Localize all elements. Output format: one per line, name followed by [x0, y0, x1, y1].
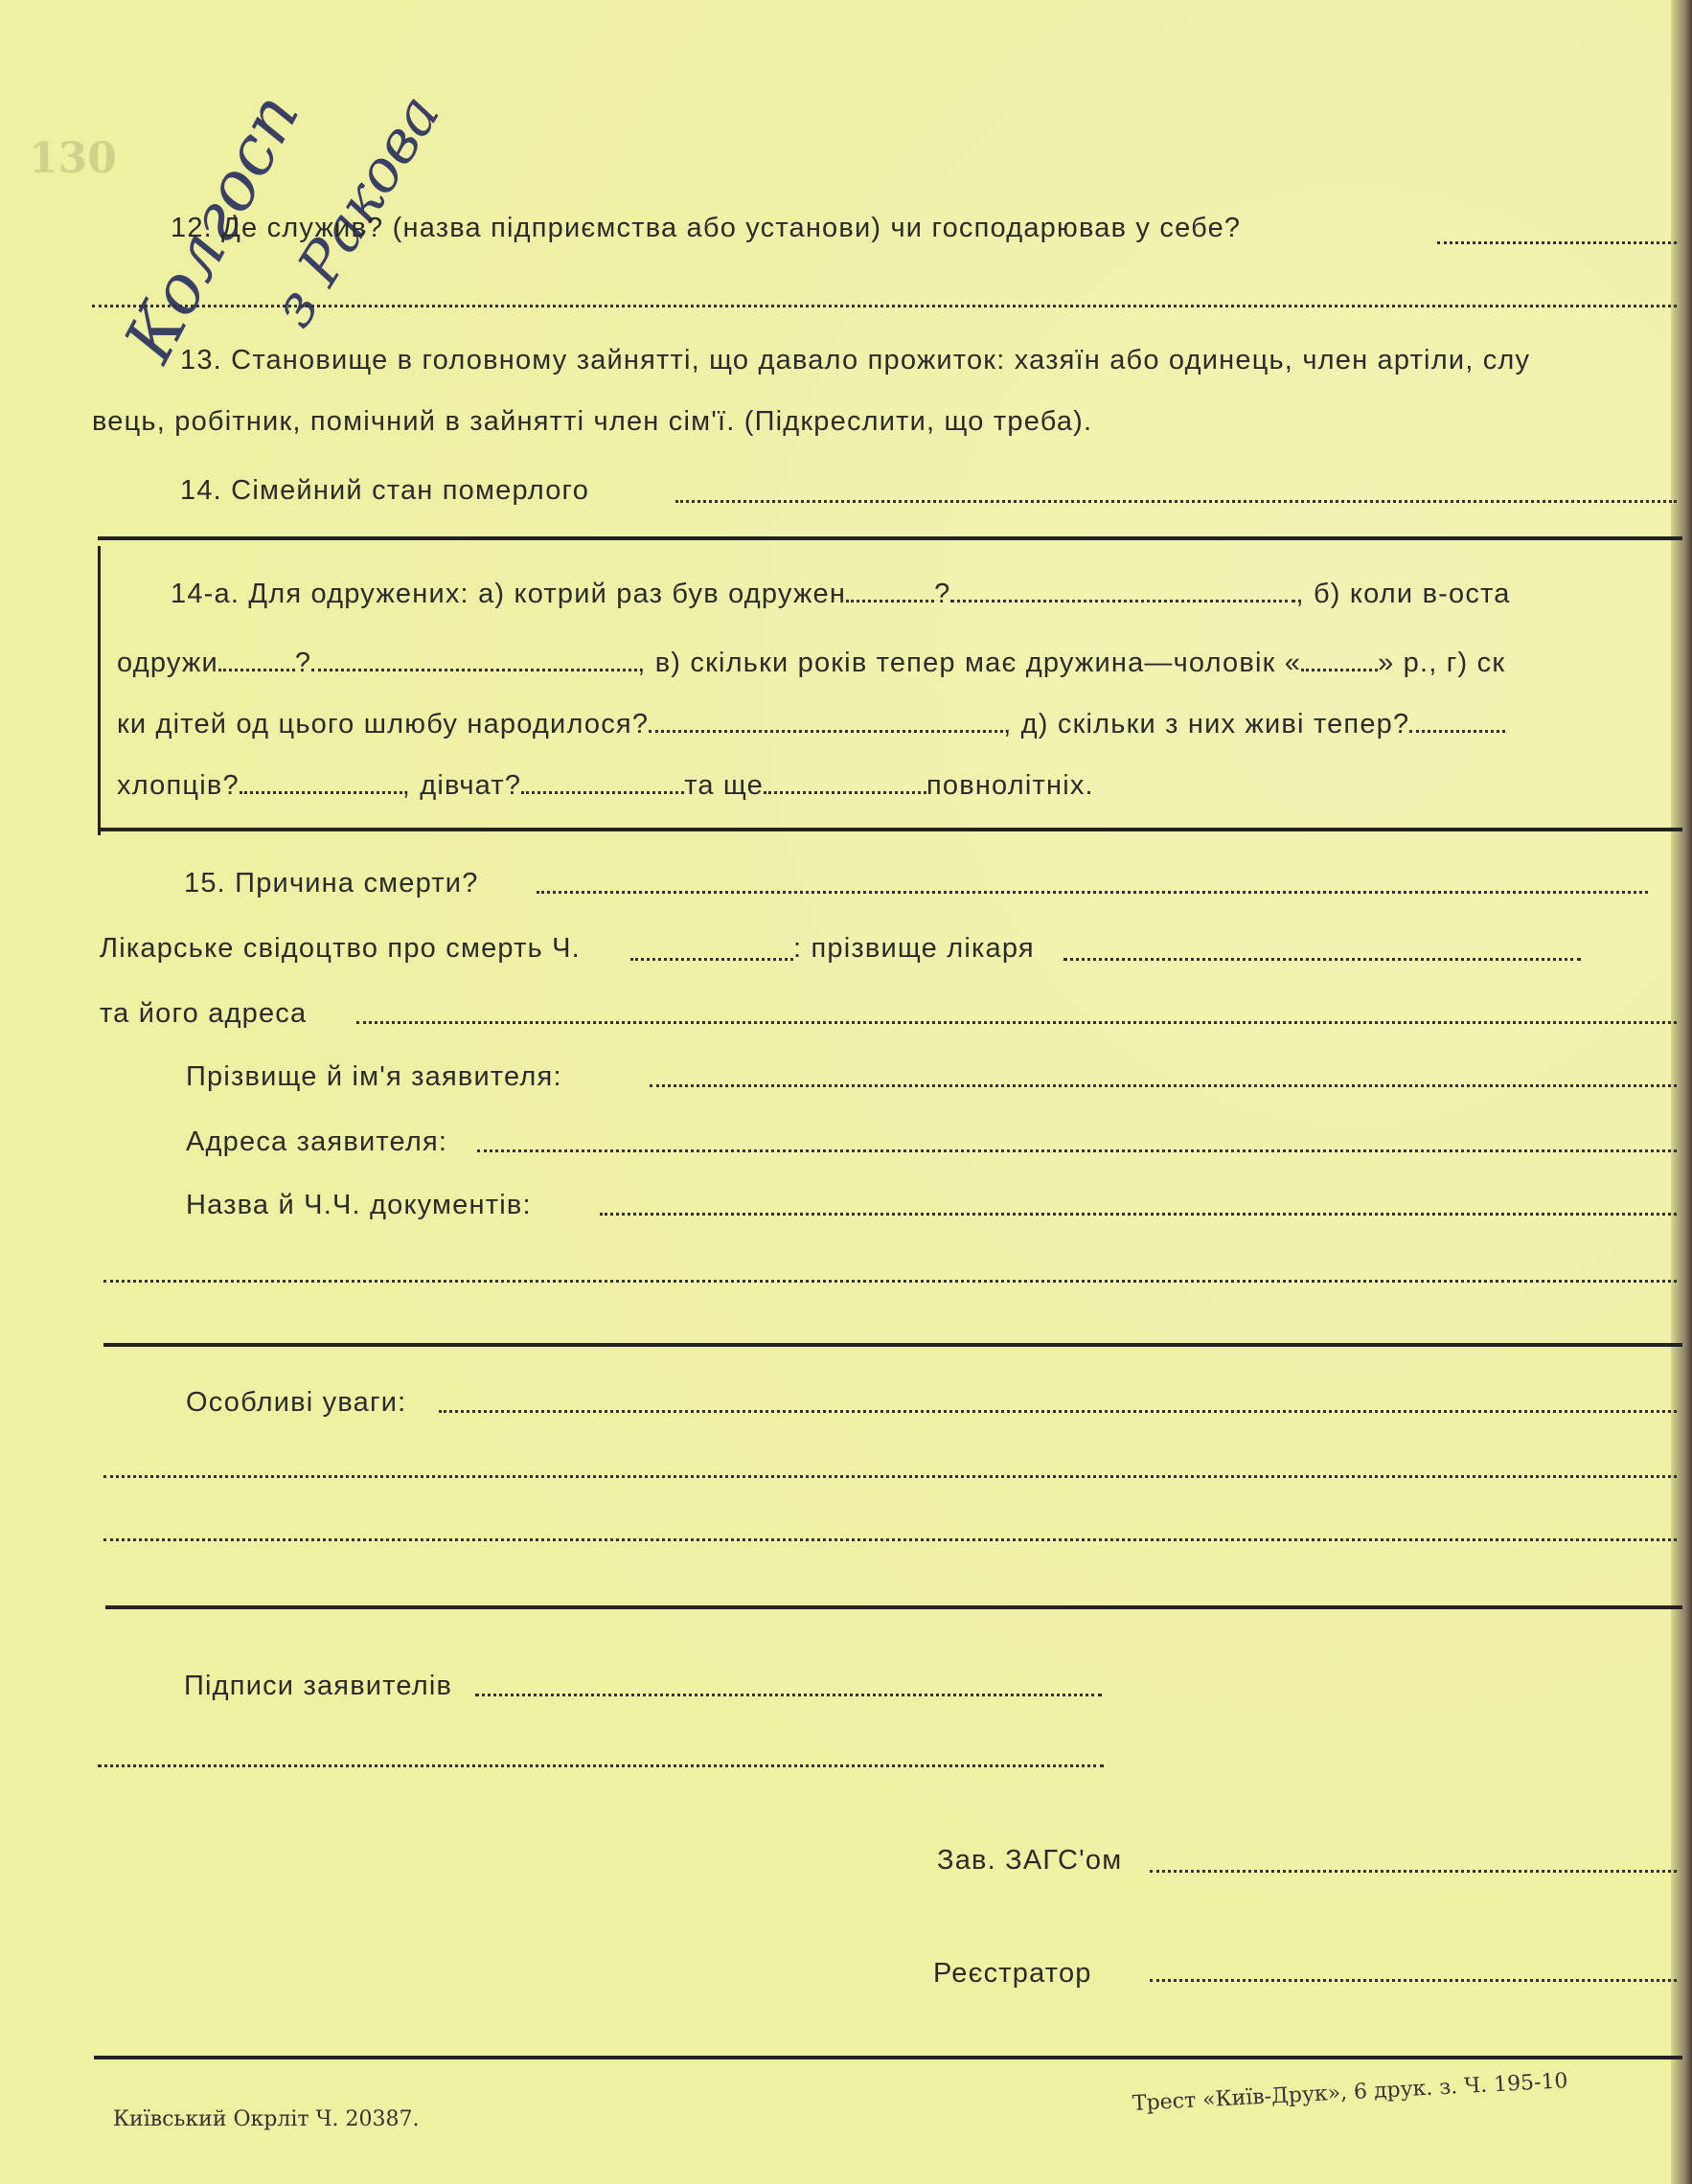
remarks-field-2[interactable]: [103, 1475, 1677, 1478]
box-bottom-line: [98, 828, 1682, 831]
doctor-address-label: та його адреса: [100, 998, 308, 1029]
handwritten-note-second: з Ракова: [259, 82, 454, 339]
q14a-line3: [117, 709, 1505, 740]
q14a-married-times-field[interactable]: [846, 579, 934, 603]
q14a-more-label: та ще: [684, 770, 764, 801]
q15-answer-line[interactable]: [537, 891, 1648, 894]
registrar-signature-field[interactable]: [1150, 1979, 1677, 1982]
q14a-question-mark: ?: [934, 579, 951, 609]
q14a-spouse-age-suffix: » р., г) ск: [1378, 648, 1506, 678]
medical-cert-label: Лікарське свідоцтво про смерть Ч.: [100, 933, 581, 964]
q14a-boys-field[interactable]: [240, 770, 402, 794]
q14a-spouse-age-label: , в) скільки років тепер має дружина—чоловік «: [637, 648, 1302, 678]
page-edge: [1671, 0, 1692, 2184]
remarks-field-3[interactable]: [103, 1538, 1677, 1541]
page-number-stamp: 130: [29, 134, 117, 183]
documents-field[interactable]: [600, 1213, 1677, 1216]
q14a-adults-label: повнолітніх.: [926, 770, 1094, 801]
q14a-line2: [117, 648, 1505, 679]
q14a-married-times-field-2[interactable]: [950, 579, 1295, 603]
q14a-alive-field[interactable]: [1409, 709, 1505, 733]
signatures-field-2[interactable]: [98, 1764, 1104, 1767]
q14a-more-field[interactable]: [764, 770, 926, 794]
box-left-line: [98, 546, 101, 835]
section-divider-1: [103, 1343, 1682, 1347]
q13-line2: вець, робітник, помічний в зайнятті член сім'ї. (Підкреслити, що треба).: [92, 406, 1093, 437]
q14a-married-field[interactable]: [218, 648, 295, 671]
bottom-divider: [94, 2056, 1682, 2059]
applicant-address-label: Адреса заявителя:: [186, 1126, 448, 1157]
q14a-girls-field[interactable]: [521, 770, 684, 794]
zags-head-signature-field[interactable]: [1150, 1870, 1677, 1873]
q14a-married-label: одружи: [117, 648, 218, 678]
box-top-line: [98, 536, 1682, 540]
q14-label: 14. Сімейний стан померлого: [180, 475, 590, 506]
applicant-address-field[interactable]: [477, 1149, 1677, 1152]
q14a-girls-label: , дівчат?: [401, 770, 522, 801]
documents-label: Назва й Ч.Ч. документів:: [186, 1190, 532, 1220]
remarks-field[interactable]: [439, 1410, 1677, 1413]
q14a-boys-label: хлопців?: [117, 770, 240, 801]
signatures-field[interactable]: [475, 1694, 1102, 1696]
q14a-line1: [171, 579, 1511, 610]
signatures-label: Підписи заявителів: [184, 1671, 453, 1701]
q12-answer-line-2[interactable]: [92, 305, 1677, 307]
q14a-children-label: ки дітей од цього шлюбу народилося?: [117, 709, 650, 739]
q12-label: 12. Де служив? (назва підприємства або установи) чи господарював у себе?: [171, 213, 1242, 243]
registrar-label: Реєстратор: [933, 1958, 1092, 1989]
applicant-name-field[interactable]: [650, 1084, 1677, 1087]
q14a-married-times-label: 14-а. Для одружених: а) котрий раз був одружен: [171, 579, 847, 609]
doctor-name-label: : прізвище лікаря: [793, 933, 1035, 964]
doctor-name-field[interactable]: [1063, 958, 1581, 961]
medical-cert-number-field[interactable]: [630, 958, 793, 961]
doctor-address-field[interactable]: [356, 1021, 1677, 1024]
q15-label: 15. Причина смерти?: [184, 868, 479, 899]
handwritten-note: Колгосп: [108, 80, 315, 375]
q14a-alive-label: , д) скільки з них живі тепер?: [1003, 709, 1410, 739]
q14-answer-line[interactable]: [675, 500, 1677, 503]
q14a-married-field-2[interactable]: [311, 648, 637, 671]
documents-field-2[interactable]: [103, 1280, 1677, 1283]
q14a-spouse-age-field[interactable]: [1301, 648, 1378, 671]
remarks-label: Особливі уваги:: [186, 1387, 407, 1418]
q14a-last-married-label: , б) коли в-оста: [1295, 579, 1511, 609]
q14a-line4: [117, 770, 1094, 802]
footer-left-imprint: Київський Окрліт Ч. 20387.: [113, 2107, 420, 2131]
q12-answer-line[interactable]: [1437, 241, 1677, 244]
section-divider-2: [105, 1605, 1682, 1609]
applicant-name-label: Прізвище й ім'я заявителя:: [186, 1061, 562, 1092]
q13-line1: 13. Становище в головному зайнятті, що давало прожиток: хазяїн або одинець, член артіли, слу: [180, 345, 1531, 375]
q14a-children-field[interactable]: [649, 709, 1003, 733]
zags-head-label: Зав. ЗАГС'ом: [937, 1845, 1123, 1876]
footer-right-imprint: Трест «Київ-Друк», 6 друк. з. Ч. 195-10: [1132, 2069, 1569, 2116]
q14a-question-mark-2: ?: [294, 648, 312, 678]
